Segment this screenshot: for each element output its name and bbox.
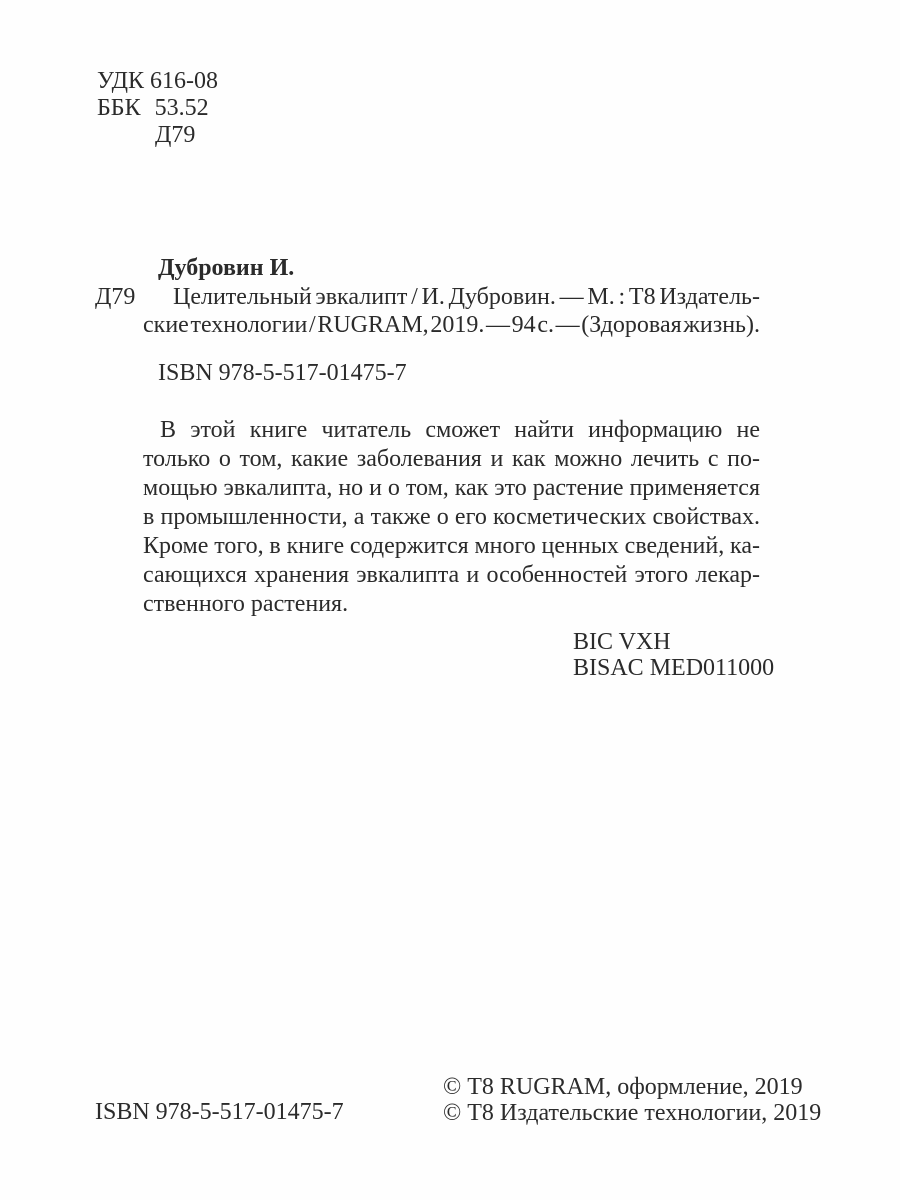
annotation-line	[143, 474, 760, 503]
trade-classification-block	[573, 629, 774, 681]
isbn-number: ISBN 978-5-517-01475-7	[158, 360, 407, 386]
copyright-block	[443, 1074, 821, 1126]
catalog-entry-line	[143, 311, 760, 339]
udk-line: УДК 616-08	[97, 68, 218, 94]
annotation-line-text: ственного растения.	[143, 591, 349, 617]
classification-block	[97, 68, 218, 149]
bic-code: BIC VXH	[573, 629, 671, 655]
author-code-top: Д79	[155, 122, 196, 148]
catalog-entry-line-text: Целительный эвкалипт / И. Дубровин. — М. : Т8 Издатель-	[173, 284, 760, 310]
catalog-entry-line	[173, 283, 760, 311]
catalog-entry	[95, 283, 760, 339]
annotation-line-text: сающихся хранения эвкалипта и особенностей этого лекар-	[143, 562, 760, 588]
author-name: Дубровин И.	[158, 255, 295, 281]
annotation-line-text: В этой книге читатель сможет найти информацию не	[160, 417, 760, 443]
footer-isbn-number: ISBN 978-5-517-01475-7	[95, 1099, 344, 1125]
copyright-line: © Т8 Издательские технологии, 2019	[443, 1100, 822, 1126]
bbk-line: ББК 53.52	[97, 95, 209, 121]
annotation-line	[143, 590, 760, 619]
annotation-line	[143, 532, 760, 561]
copyright-line: © Т8 RUGRAM, оформление, 2019	[443, 1074, 803, 1100]
annotation-line-text: в промышленности, а также о его косметических свойствах.	[143, 504, 760, 530]
annotation-paragraph	[143, 416, 760, 619]
annotation-line	[143, 445, 760, 474]
annotation-line	[143, 561, 760, 590]
bisac-code: BISAC MED011000	[573, 655, 775, 681]
annotation-line	[160, 416, 760, 445]
catalog-code: Д79	[95, 284, 136, 310]
catalog-entry-line-text: ские технологии / RUGRAM, 2019. — 94 с. — (Здоровая жизнь).	[143, 312, 760, 338]
annotation-line-text: мощью эвкалипта, но и о том, как это растение применяется	[143, 475, 760, 501]
annotation-line-text: Кроме того, в книге содержится много ценных сведений, ка-	[143, 533, 760, 559]
annotation-line-text: только о том, какие заболевания и как можно лечить с по-	[143, 446, 760, 472]
annotation-line	[143, 503, 760, 532]
